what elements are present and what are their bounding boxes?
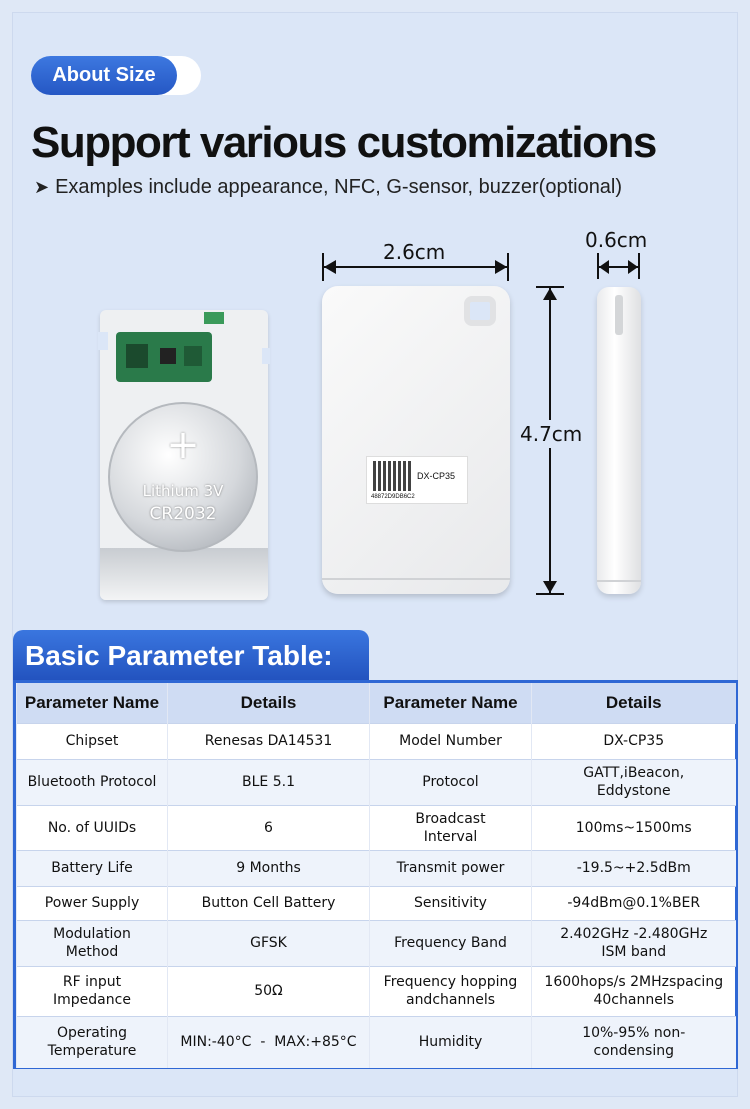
table-cell: GFSK: [168, 920, 370, 966]
thickness-tick-right: [638, 253, 640, 279]
circuit-board: [116, 332, 212, 382]
label-model: DX-CP35: [417, 471, 456, 481]
table-cell: Frequency Band: [370, 920, 532, 966]
battery-label-1: Lithium 3V: [142, 482, 224, 500]
table-cell: Modulation Method: [17, 920, 168, 966]
headline: Support various customizations: [31, 118, 656, 167]
label-serial: 48872D9DB6C2: [371, 494, 415, 500]
arrow-up-icon: [543, 288, 557, 300]
table-row: [17, 1016, 736, 1068]
table-cell: Operating Temperature: [17, 1016, 168, 1068]
pcb-tab: [204, 312, 224, 324]
table-cell: Button Cell Battery: [168, 886, 370, 920]
table-row: [17, 920, 736, 966]
table-cell: Chipset: [17, 723, 168, 759]
table-cell: Bluetooth Protocol: [17, 759, 168, 805]
header-cell: Parameter Name: [17, 683, 168, 723]
table-cell: DX-CP35: [532, 723, 736, 759]
table-row: [17, 850, 736, 886]
header-cell: Details: [168, 683, 370, 723]
badge-container: [31, 56, 201, 95]
table-cell: Sensitivity: [370, 886, 532, 920]
table-cell: BLE 5.1: [168, 759, 370, 805]
subline: [34, 176, 622, 199]
table-cell: 100ms~1500ms: [532, 805, 736, 850]
width-tick-right: [507, 253, 509, 281]
table-cell: Power Supply: [17, 886, 168, 920]
device-side-image: [597, 287, 641, 594]
table-cell: RF input Impedance: [17, 966, 168, 1016]
table-cell: 6: [168, 805, 370, 850]
width-arrow-line: [324, 266, 507, 268]
about-size-badge: About Size: [31, 56, 177, 95]
arrow-right-icon: [628, 260, 638, 274]
table-cell: GATT,iBeacon, Eddystone: [532, 759, 736, 805]
table-cell: Battery Life: [17, 850, 168, 886]
tray-base: [100, 548, 268, 600]
height-dimension: 4.7cm: [520, 422, 583, 446]
device-front-image: [322, 286, 510, 594]
height-tick-bottom: [536, 593, 564, 595]
table-cell: 9 Months: [168, 850, 370, 886]
table-cell: Frequency hopping andchannels: [370, 966, 532, 1016]
table-cell: Renesas DA14531: [168, 723, 370, 759]
product-label: [366, 456, 468, 504]
table-row: [17, 886, 736, 920]
battery-tray-image: [100, 310, 268, 600]
header-cell: Details: [532, 683, 736, 723]
table-cell: 2.402GHz -2.480GHz ISM band: [532, 920, 736, 966]
header-cell: Parameter Name: [370, 683, 532, 723]
keyring-hole: [464, 296, 496, 326]
table-cell: Humidity: [370, 1016, 532, 1068]
table-cell: 10%-95% non-condensing: [532, 1016, 736, 1068]
table-row: [17, 723, 736, 759]
table-header-row: [17, 683, 736, 723]
plus-icon: +: [166, 422, 200, 468]
table-cell: 1600hops/s 2MHzspacing 40channels: [532, 966, 736, 1016]
table-cell: -94dBm@0.1%BER: [532, 886, 736, 920]
table-cell: Model Number: [370, 723, 532, 759]
table-row: [17, 966, 736, 1016]
table-cell: Transmit power: [370, 850, 532, 886]
table-cell: No. of UUIDs: [17, 805, 168, 850]
arrow-icon: ➤: [34, 177, 50, 197]
thickness-dimension: 0.6cm: [585, 228, 648, 252]
arrow-left-icon: [599, 260, 609, 274]
table-title: Basic Parameter Table:: [13, 630, 369, 680]
table-cell: MIN:-40°C - MAX:+85°C: [168, 1016, 370, 1068]
parameter-table: [13, 680, 738, 1069]
qr-code-icon: [373, 461, 413, 491]
subline-text: Examples include appearance, NFC, G-sensor, buzzer(optional): [55, 176, 623, 198]
arrow-left-icon: [324, 260, 336, 274]
arrow-right-icon: [495, 260, 507, 274]
table-row: [17, 759, 736, 805]
table-cell: Broadcast Interval: [370, 805, 532, 850]
arrow-down-icon: [543, 581, 557, 593]
table-cell: -19.5~+2.5dBm: [532, 850, 736, 886]
table-row: [17, 805, 736, 850]
table-cell: 50Ω: [168, 966, 370, 1016]
table-cell: Protocol: [370, 759, 532, 805]
coin-cell-battery: [108, 402, 258, 552]
battery-label-2: CR2032: [149, 504, 217, 524]
width-dimension: 2.6cm: [383, 240, 446, 264]
